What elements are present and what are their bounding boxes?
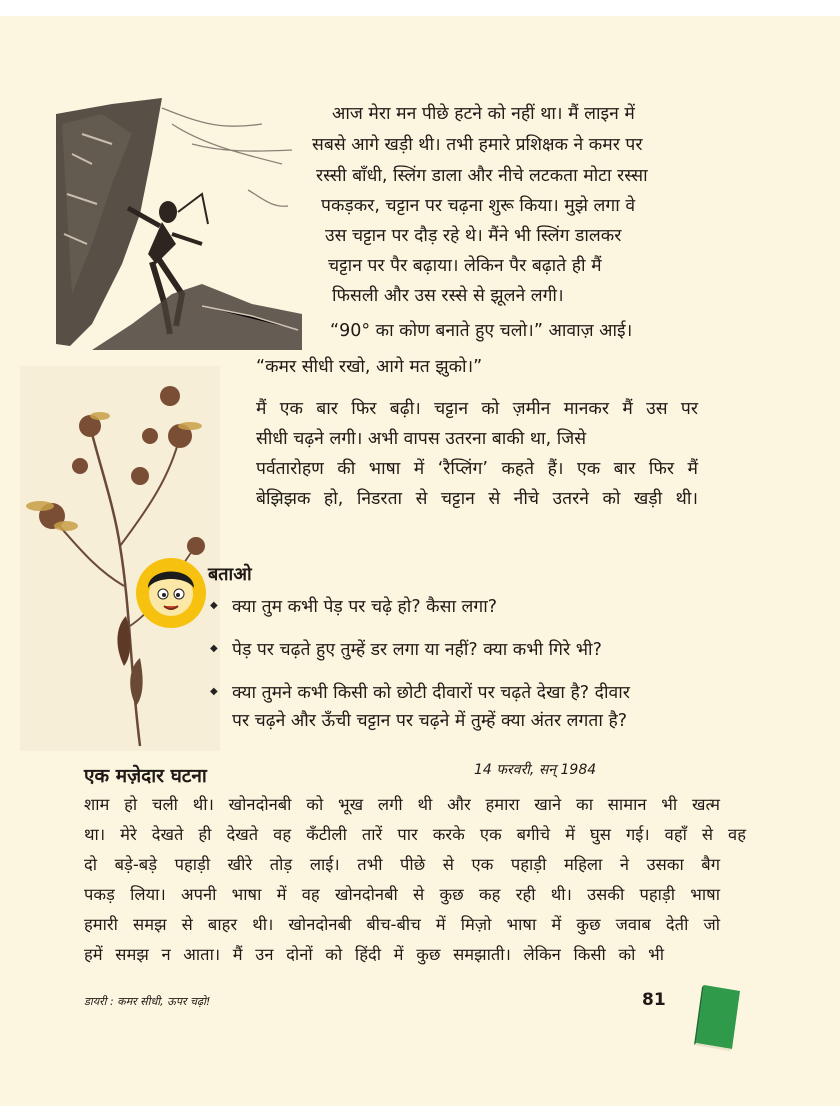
diary-date: 14 फरवरी, सन् 1984 [474, 762, 597, 778]
body-line: शाम हो चली थी। खोनदोनबी को भूख लगी थी और हमारा खाने का सामान भी खत्म [84, 795, 720, 814]
paragraph1-line: फिसली और उस रस्से से झूलने लगी। [332, 286, 564, 306]
batao-title: बताओ [208, 564, 252, 585]
paragraph1-line: चट्टान पर पैर बढ़ाया। लेकिन पैर बढ़ाते ही मैं [328, 256, 602, 276]
body-line: पकड़ लिया। अपनी भाषा में वह खोनदोनबी से कुछ कह रही थी। उसकी पहाड़ी भाषा [84, 885, 720, 904]
body-line: था। मेरे देखते ही देखते वह कँटीली तारें पार करके एक बगीचे में घुस गई। वहाँ से वह [84, 825, 746, 844]
bullet-icon: ◆ [210, 643, 218, 654]
paragraph2-line: बेझिझक हो, निडरता से चट्टान से नीचे उतरने को खड़ी थी। [256, 489, 698, 509]
paragraph1-line: पकड़कर, चट्टान पर चढ़ना शुरू किया। मुझे लगा वे [321, 196, 636, 216]
section-heading: एक मज़ेदार घटना [84, 765, 207, 787]
bullet-icon: ◆ [210, 686, 218, 697]
question-line: क्या तुमने कभी किसी को छोटी दीवारों पर चढ़ते देखा है? दीवार [232, 683, 630, 703]
body-line: हमें समझ न आता। मैं उन दोनों को हिंदी में कुछ समझाती। लेकिन किसी को भी [84, 945, 664, 964]
quote-line: “कमर सीधी रखो, आगे मत झुको।” [256, 357, 483, 377]
bullet-icon: ◆ [210, 600, 218, 611]
rock-climber-sketch [52, 94, 302, 350]
paragraph2-line: मैं एक बार फिर बढ़ी। चट्टान को ज़मीन मानकर मैं उस पर [256, 399, 698, 419]
question-line: पर चढ़ने और ऊँची चट्टान पर चढ़ने में तुम्हें क्या अंतर लगता है? [232, 711, 628, 731]
paragraph1-line: सबसे आगे खड़ी थी। तभी हमारे प्रशिक्षक ने कमर पर [312, 135, 643, 155]
paragraph2-line: पर्वतारोहण की भाषा में ‘रैप्लिंग’ कहते हैं। एक बार फिर मैं [256, 459, 698, 479]
paragraph1-line: उस चट्टान पर दौड़ रहे थे। मैंने भी स्लिंग डालकर [325, 226, 622, 246]
body-line: दो बड़े-बड़े पहाड़ी खीरे तोड़ लाई। तभी पीछे से एक पहाड़ी महिला ने उसका बैग [84, 855, 720, 874]
paragraph1-line: आज मेरा मन पीछे हटने को नहीं था। मैं लाइन में [332, 104, 635, 124]
body-line: हमारी समझ से बाहर थी। खोनदोनबी बीच-बीच में मिज़ो भाषा में कुछ जवाब देती जो [84, 915, 720, 934]
page-number: 81 [642, 990, 666, 1010]
paragraph1-line: रस्सी बाँधी, स्लिंग डाला और नीचे लटकता मोटा रस्सा [316, 166, 648, 186]
chapter-footer: डायरी : कमर सीधी, ऊपर चढ़ो! [84, 995, 211, 1008]
green-book-icon [690, 979, 744, 1053]
question-line: पेड़ पर चढ़ते हुए तुम्हें डर लगा या नहीं? क्या कभी गिरे भी? [232, 640, 602, 660]
quote-line: “90° का कोण बनाते हुए चलो।” आवाज़ आई। [330, 321, 633, 341]
paragraph2-line: सीधी चढ़ने लगी। अभी वापस उतरना बाकी था, जिसे [256, 429, 587, 449]
question-line: क्या तुम कभी पेड़ पर चढ़े हो? कैसा लगा? [232, 597, 498, 617]
textbook-page [0, 16, 840, 1106]
boy-face-mascot-icon [134, 556, 208, 630]
